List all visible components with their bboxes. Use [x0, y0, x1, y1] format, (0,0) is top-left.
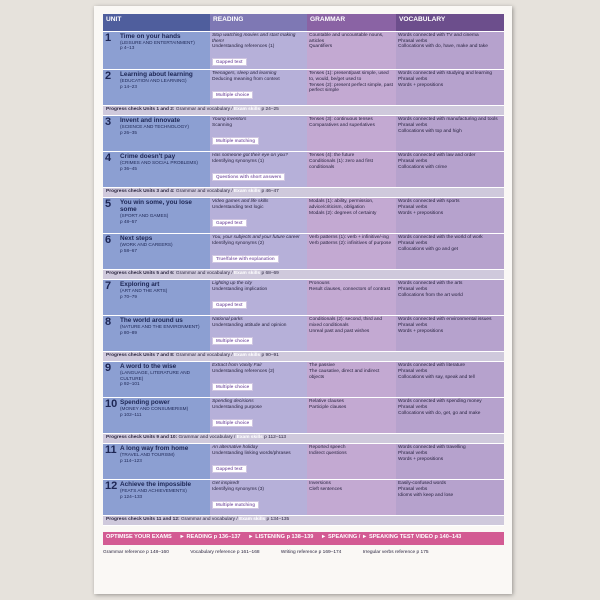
vocabulary-line: Collocations with say, speak and tell — [398, 374, 475, 380]
grammar-line: Tenses (4): the future — [309, 153, 355, 159]
contents-page — [94, 6, 512, 594]
reading-task-badge: Multiple choice — [212, 91, 253, 99]
unit-cell — [103, 116, 210, 152]
unit-pages: p 92–101 — [120, 380, 140, 386]
reading-line: Understanding references (2) — [212, 368, 275, 374]
grammar-line: Tenses (3): continuous tenses — [309, 117, 373, 123]
progress-check-cell: Progress check Units 11 and 12: Grammar and vocabulary / Exam skills p 134–135 — [103, 516, 504, 526]
reading-task-badge: Multiple choice — [212, 337, 253, 345]
grammar-cell — [307, 116, 396, 152]
vocabulary-line: Phrasal verbs — [398, 286, 428, 292]
reading-line: Understanding attitude and opinion — [212, 322, 287, 328]
progress-check-grammar-vocab: Grammar and vocabulary — [175, 271, 230, 277]
reading-task-badge: Gapped text — [212, 301, 247, 309]
vocabulary-cell — [396, 480, 504, 516]
reading-task-badge: Questions with short answers — [212, 173, 285, 181]
unit-cell — [103, 480, 210, 516]
vocabulary-line: Phrasal verbs — [398, 486, 428, 492]
unit-pages: p 80–89 — [120, 329, 137, 335]
unit-title: Spending power — [120, 399, 170, 407]
reading-task-badge: Multiple matching — [212, 501, 259, 509]
vocabulary-line: Phrasal verbs — [398, 122, 428, 128]
vocabulary-line: Collocations from the art world — [398, 292, 463, 298]
grammar-cell — [307, 362, 396, 398]
vocabulary-cell — [396, 32, 504, 70]
grammar-line: Quantifiers — [309, 44, 333, 50]
progress-check-row — [103, 352, 504, 362]
unit-pages: p 58–67 — [120, 247, 137, 253]
grammar-line: Tenses (2): present perfect simple, past perfect simple — [309, 82, 393, 94]
reading-line: Understanding purpose — [212, 404, 262, 410]
reading-line: Extract from Vanity Fair — [212, 363, 262, 369]
unit-row — [103, 444, 504, 480]
unit-text — [120, 399, 208, 417]
unit-cell — [103, 70, 210, 106]
vocabulary-line: Phrasal verbs — [398, 404, 428, 410]
grammar-line: Indirect questions — [309, 450, 347, 456]
unit-title: The world around us — [120, 317, 183, 325]
reading-task-badge: True/false with explanation — [212, 255, 279, 263]
progress-check-row — [103, 434, 504, 444]
contents-sheet — [103, 14, 504, 555]
progress-check-exam-skills: Exam skills — [233, 353, 261, 359]
progress-check-exam-skills: Exam skills — [233, 189, 261, 195]
unit-row — [103, 116, 504, 152]
progress-check-pages: p 68–69 — [261, 271, 279, 277]
reading-cell — [210, 280, 307, 316]
progress-check-pages: p 46–47 — [261, 189, 279, 195]
progress-check-grammar-vocab: Grammar and vocabulary — [180, 517, 236, 523]
header-grammar: GRAMMAR — [307, 14, 396, 32]
reading-line: Lighting up the city — [212, 281, 253, 287]
progress-check-title: Progress check Units 7 and 8: — [106, 353, 175, 359]
progress-check-pages: p 134–135 — [266, 517, 290, 523]
unit-cell — [103, 152, 210, 188]
progress-check-pages: p 24–25 — [261, 107, 279, 113]
unit-number: 2 — [105, 70, 112, 83]
optimise-title: OPTIMISE YOUR EXAMS — [106, 534, 172, 541]
unit-pages: p 114–123 — [120, 457, 142, 463]
vocabulary-cell — [396, 280, 504, 316]
grammar-cell — [307, 198, 396, 234]
grammar-cell — [307, 152, 396, 188]
grammar-line: Result clauses, connectors of contrast — [309, 286, 391, 292]
header-row — [103, 14, 504, 32]
progress-check-cell: Progress check Units 1 and 2: Grammar and vocabulary / Exam skills p 24–25 — [103, 106, 504, 116]
unit-title: You win some, you lose some — [120, 199, 192, 214]
unit-pages: p 36–45 — [120, 165, 137, 171]
progress-check-grammar-vocab: Grammar and vocabulary — [175, 189, 230, 195]
vocabulary-reference: Vocabulary reference p 161–168 — [190, 550, 260, 556]
reading-cell — [210, 480, 307, 516]
unit-row — [103, 362, 504, 398]
reading-task-badge: Multiple choice — [212, 419, 253, 427]
unit-text — [120, 317, 208, 335]
unit-subtitle: (NATURE AND THE ENVIRONMENT) — [120, 324, 200, 330]
unit-number: 3 — [105, 116, 112, 129]
reading-line: Identifying synonyms (2) — [212, 240, 264, 246]
reading-line: Scanning — [212, 122, 233, 128]
unit-title: Exploring art — [120, 281, 160, 289]
grammar-line: Verb patterns (1): verb + infinitive/-ing — [309, 235, 389, 241]
progress-check-exam-skills: Exam skills — [233, 271, 261, 277]
grammar-line: Conditionals (2): second, third and mixed conditionals — [309, 317, 383, 328]
unit-text — [120, 445, 208, 463]
grammar-cell — [307, 32, 396, 70]
vocabulary-cell — [396, 316, 504, 352]
unit-number: 7 — [105, 280, 112, 293]
optimise-reading: ► READING p 136–137 — [179, 534, 241, 541]
optimise-listening: ► LISTENING p 138–139 — [248, 534, 314, 541]
reference-list — [103, 550, 504, 555]
progress-check-cell: Progress check Units 5 and 6: Grammar and vocabulary / Exam skills p 68–69 — [103, 270, 504, 280]
grammar-line: Participle clauses — [309, 404, 347, 410]
unit-cell — [103, 362, 210, 398]
unit-cell — [103, 398, 210, 434]
progress-check-title: Progress check Units 11 and 12: — [106, 517, 180, 523]
unit-number: 11 — [105, 444, 117, 457]
progress-check-cell: Progress check Units 7 and 8: Grammar and vocabulary / Exam skills p 90–91 — [103, 352, 504, 362]
vocabulary-cell — [396, 444, 504, 480]
unit-text — [120, 71, 208, 89]
unit-row — [103, 280, 504, 316]
reading-line: National parks — [212, 317, 243, 323]
unit-subtitle: (SCIENCE AND TECHNOLOGY) — [120, 124, 189, 130]
vocabulary-line: Phrasal verbs — [398, 450, 428, 456]
unit-text — [120, 235, 208, 253]
grammar-line: Tenses (1): present/past simple, used to, would, be/get used to — [309, 71, 389, 82]
vocabulary-line: Words connected with law and order — [398, 153, 476, 159]
reading-cell — [210, 444, 307, 480]
vocabulary-line: Words + prepositions — [398, 210, 444, 216]
grammar-line: Modals (2): degrees of certainty — [309, 210, 377, 216]
progress-check-row — [103, 106, 504, 116]
grammar-line: Comparatives and superlatives — [309, 122, 375, 128]
vocabulary-line: Idioms with keep and lose — [398, 492, 454, 498]
unit-subtitle: (MONEY AND CONSUMERISM) — [120, 406, 189, 412]
unit-row — [103, 32, 504, 70]
reading-line: Deducing meaning from context — [212, 76, 280, 82]
unit-row — [103, 398, 504, 434]
vocabulary-line: Words + prepositions — [398, 328, 444, 334]
progress-check-cell: Progress check Units 3 and 4: Grammar and vocabulary / Exam skills p 46–47 — [103, 188, 504, 198]
vocabulary-cell — [396, 70, 504, 106]
unit-cell — [103, 234, 210, 270]
vocabulary-line: Words connected with travelling — [398, 445, 466, 451]
progress-check-grammar-vocab: Grammar and vocabulary — [178, 435, 233, 441]
reading-line: Stop watching movies and start making them! — [212, 33, 296, 44]
unit-pages: p 102–111 — [120, 411, 142, 417]
vocabulary-line: Words connected with spending money — [398, 399, 482, 405]
unit-cell — [103, 316, 210, 352]
reading-cell — [210, 234, 307, 270]
header-reading: READING — [210, 14, 307, 32]
reading-cell — [210, 316, 307, 352]
reading-cell — [210, 152, 307, 188]
unit-text — [120, 363, 208, 386]
vocabulary-cell — [396, 116, 504, 152]
reading-line: Spending decisions — [212, 399, 254, 405]
unit-text — [120, 117, 208, 135]
reading-line: Understanding implication — [212, 286, 268, 292]
writing-reference: Writing reference p 169–174 — [280, 550, 342, 556]
reading-cell — [210, 198, 307, 234]
vocabulary-line: Phrasal verbs — [398, 204, 428, 210]
progress-check-title: Progress check Units 5 and 6: — [106, 271, 175, 277]
reading-line: Identifying synonyms (3) — [212, 486, 264, 492]
contents-body — [103, 32, 504, 526]
unit-pages: p 4–13 — [120, 45, 135, 51]
reading-line: Understanding references (1) — [212, 44, 275, 50]
vocabulary-line: Words connected with the arts — [398, 281, 463, 287]
vocabulary-line: Phrasal verbs — [398, 76, 428, 82]
vocabulary-line: Words connected with TV and cinema — [398, 33, 479, 38]
unit-title: A word to the wise — [120, 363, 177, 371]
unit-row — [103, 198, 504, 234]
progress-check-pages: p 112–113 — [264, 435, 287, 441]
header-vocabulary: VOCABULARY — [396, 14, 504, 32]
vocabulary-line: Words connected with the world of work — [398, 235, 483, 241]
progress-check-cell: Progress check Units 9 and 10: Grammar and vocabulary / Exam skills p 112–113 — [103, 434, 504, 444]
progress-check-grammar-vocab: Grammar and vocabulary — [175, 107, 230, 113]
unit-number: 12 — [105, 480, 118, 493]
grammar-line: Inversions — [309, 481, 331, 487]
vocabulary-cell — [396, 198, 504, 234]
progress-check-exam-skills: Exam skills — [233, 107, 261, 113]
reading-line: Has someone got their eye on you? — [212, 153, 288, 159]
unit-pages: p 48–57 — [120, 218, 137, 224]
unit-text — [120, 153, 208, 171]
vocabulary-line: Collocations with top and high — [398, 128, 462, 134]
progress-check-row — [103, 188, 504, 198]
grammar-line: Countable and uncountable nouns, articles — [309, 33, 384, 44]
unit-title: Invent and innovate — [120, 117, 181, 125]
unit-cell — [103, 444, 210, 480]
unit-row — [103, 152, 504, 188]
unit-subtitle: (SPORT AND GAMES) — [120, 213, 169, 219]
grammar-line: Pronouns — [309, 281, 330, 287]
vocabulary-line: Collocations with do, get, go and make — [398, 410, 481, 416]
unit-title: Crime doesn't pay — [120, 153, 176, 161]
reading-line: Get inspired! — [212, 481, 240, 487]
unit-number: 1 — [105, 32, 112, 44]
progress-check-title: Progress check Units 1 and 2: — [106, 107, 175, 113]
unit-subtitle: (EDUCATION AND LEARNING) — [120, 78, 187, 84]
unit-title: Time on your hands — [120, 33, 181, 40]
unit-number: 8 — [105, 316, 112, 329]
reading-task-badge: Gapped text — [212, 58, 247, 66]
vocabulary-cell — [396, 362, 504, 398]
unit-text — [120, 281, 208, 299]
vocabulary-line: Phrasal verbs — [398, 38, 428, 44]
contents-table — [103, 14, 504, 526]
reading-cell — [210, 398, 307, 434]
reading-line: Video games and life skills — [212, 199, 269, 205]
progress-check-pages: p 90–91 — [261, 353, 279, 359]
reading-cell — [210, 70, 307, 106]
reading-line: You, your subjects and your future career — [212, 235, 300, 241]
unit-subtitle: (ART AND THE ARTS) — [120, 288, 168, 294]
unit-text — [120, 481, 208, 499]
vocabulary-cell — [396, 234, 504, 270]
reading-cell — [210, 362, 307, 398]
grammar-cell — [307, 234, 396, 270]
reading-cell — [210, 116, 307, 152]
unit-title: Achieve the impossible — [120, 481, 192, 489]
vocabulary-line: Words connected with manufacturing and tools — [398, 117, 498, 123]
vocabulary-cell — [396, 398, 504, 434]
reading-cell — [210, 32, 307, 70]
vocabulary-line: Phrasal verbs — [398, 368, 428, 374]
unit-subtitle: (LEISURE AND ENTERTAINMENT) — [120, 40, 195, 45]
unit-subtitle: (CRIMES AND SOCIAL PROBLEMS) — [120, 160, 198, 166]
vocabulary-cell — [396, 152, 504, 188]
vocabulary-line: Collocations with go and get — [398, 246, 458, 252]
vocabulary-line: Phrasal verbs — [398, 240, 428, 246]
unit-text — [120, 199, 208, 224]
progress-check-row — [103, 270, 504, 280]
reading-task-badge: Multiple matching — [212, 137, 259, 145]
unit-title: Learning about learning — [120, 71, 193, 79]
reading-line: Understanding text logic — [212, 204, 264, 210]
progress-check-title: Progress check Units 3 and 4: — [106, 189, 175, 195]
unit-cell — [103, 280, 210, 316]
grammar-cell — [307, 70, 396, 106]
unit-cell — [103, 198, 210, 234]
unit-number: 4 — [105, 152, 112, 165]
vocabulary-line: Words + prepositions — [398, 82, 444, 88]
vocabulary-line: Words connected with studying and learning — [398, 71, 493, 77]
unit-pages: p 26–35 — [120, 129, 137, 135]
grammar-cell — [307, 444, 396, 480]
unit-pages: p 70–79 — [120, 293, 137, 299]
vocabulary-line: Words connected with environmental issues — [398, 317, 492, 323]
grammar-reference: Grammar reference p 148–160 — [103, 550, 169, 556]
progress-check-grammar-vocab: Grammar and vocabulary — [175, 353, 230, 359]
vocabulary-line: Words + prepositions — [398, 456, 444, 462]
unit-row — [103, 480, 504, 516]
grammar-cell — [307, 316, 396, 352]
vocabulary-line: Collocations with do, have, make and take — [398, 44, 488, 50]
reading-task-badge: Multiple choice — [212, 383, 253, 391]
vocabulary-line: Collocations with crime — [398, 164, 448, 170]
progress-check-title: Progress check Units 9 and 10: — [106, 435, 178, 441]
unit-subtitle: (TRAVEL AND TOURISM) — [120, 452, 175, 458]
grammar-cell — [307, 398, 396, 434]
reading-line: Young inventors — [212, 117, 247, 123]
reading-line: Identifying synonyms (1) — [212, 158, 264, 164]
irregular-verbs-reference: Irregular verbs reference p 175 — [362, 550, 429, 556]
unit-number: 9 — [105, 362, 112, 375]
progress-check-row — [103, 516, 504, 526]
vocabulary-line: Phrasal verbs — [398, 158, 428, 164]
unit-number: 10 — [105, 398, 118, 411]
unit-row — [103, 316, 504, 352]
grammar-line: Unreal past and past wishes — [309, 328, 370, 334]
grammar-line: The passive — [309, 363, 335, 369]
unit-subtitle: (FEATS AND ACHIEVEMENTS) — [120, 488, 187, 494]
grammar-line: Cleft sentences — [309, 486, 343, 492]
unit-subtitle: (WORK AND CAREERS) — [120, 242, 173, 248]
unit-title: A long way from home — [120, 445, 189, 453]
unit-number: 5 — [105, 198, 112, 211]
progress-check-exam-skills: Exam skills — [239, 517, 266, 523]
vocabulary-line: Phrasal verbs — [398, 322, 428, 328]
unit-pages: p 14–23 — [120, 83, 137, 89]
reading-task-badge: Gapped text — [212, 219, 247, 227]
header-unit: UNIT — [103, 14, 210, 32]
vocabulary-line: Words connected with sports — [398, 199, 460, 205]
reading-task-badge: Gapped text — [212, 465, 247, 473]
unit-row — [103, 234, 504, 270]
reading-line: Understanding linking words/phrases — [212, 450, 291, 456]
reading-line: An alternative holiday — [212, 445, 258, 451]
unit-pages: p 124–133 — [120, 493, 143, 499]
vocabulary-line: Easily-confused words — [398, 481, 446, 487]
unit-text — [120, 33, 208, 51]
unit-subtitle: (LANGUAGE, LITERATURE AND CULTURE) — [120, 370, 190, 381]
progress-check-exam-skills: Exam skills — [236, 435, 263, 441]
grammar-line: Reported speech — [309, 445, 346, 451]
optimise-speaking: ► SPEAKING / ► SPEAKING TEST VIDEO p 140–143 — [320, 534, 462, 541]
optimise-bar — [103, 532, 504, 545]
vocabulary-line: Words connected with literature — [398, 363, 466, 369]
grammar-line: The causative, direct and indirect objects — [309, 368, 380, 380]
grammar-cell — [307, 480, 396, 516]
unit-number: 6 — [105, 234, 112, 247]
grammar-line: Modals (1): ability, permission, advice/criticism, obligation — [309, 199, 374, 210]
reading-line: Teenagers, sleep and learning — [212, 71, 277, 77]
unit-row — [103, 70, 504, 106]
grammar-line: Verb patterns (2): infinitives of purpose — [309, 240, 392, 246]
unit-cell — [103, 32, 210, 70]
grammar-line: Conditionals (1): zero and first conditionals — [309, 158, 373, 170]
unit-title: Next steps — [120, 235, 153, 243]
grammar-line: Relative clauses — [309, 399, 344, 405]
grammar-cell — [307, 280, 396, 316]
